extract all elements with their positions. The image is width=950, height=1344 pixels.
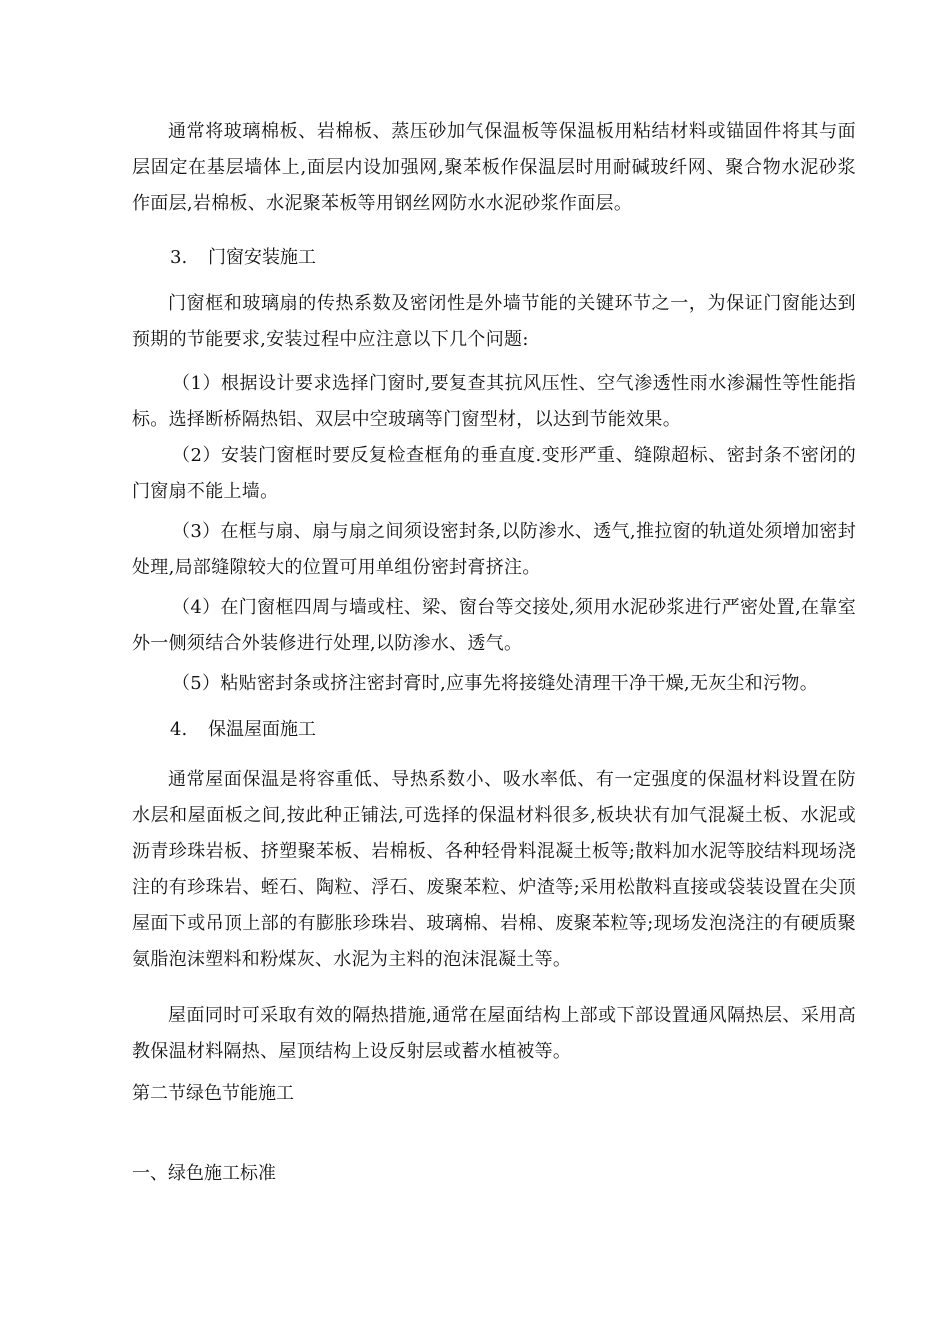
list-item-5: （5）粘贴密封条或挤注密封膏时,应事先将接缝处清理干净干燥,无灰尘和污物。	[172, 673, 818, 694]
heading-title: 门窗安装施工	[208, 247, 316, 268]
heading-number: 3.	[170, 247, 188, 268]
subsection-title: 一、绿色施工标准	[132, 1163, 276, 1184]
paragraph-roof-heat-protection: 屋面同时可采取有效的隔热措施,通常在屋面结构上部或下部设置通风隔热层、采用高教保温材料隔热、屋顶结构上设反射层或蓄水植被等。	[132, 1005, 856, 1062]
heading-roof-insulation	[170, 712, 316, 748]
list-item-3: （3）在框与扇、扇与扇之间须设密封条,以防渗水、透气,推拉窗的轨道处须增加密封处理,局部缝隙较大的位置可用单组份密封膏挤注。	[132, 521, 856, 578]
list-item-2: （2）安装门窗框时要反复检查框角的垂直度.变形严重、缝隙超标、密封条不密闭的门窗扇不能上墙。	[132, 445, 856, 502]
paragraph-wall-insulation: 通常将玻璃棉板、岩棉板、蒸压砂加气保温板等保温板用粘结材料或锚固件将其与面层固定在基层墙体上,面层内设加强网,聚苯板作保温层时用耐碱玻纤网、聚合物水泥砂浆作面层,岩棉板、水泥聚苯板等用钢丝网防水水泥砂浆作面层。	[132, 121, 856, 214]
heading-title: 保温屋面施工	[208, 719, 316, 740]
section-title: 第二节绿色节能施工	[132, 1083, 294, 1104]
paragraph-roof-insulation: 通常屋面保温是将容重低、导热系数小、吸水率低、有一定强度的保温材料设置在防水层和屋面板之间,按此种正铺法,可选择的保温材料很多,板块状有加气混凝土板、水泥或沥青珍珠岩板、挤塑聚苯板、岩棉板、各种轻骨料混凝土板等;散料加水泥等胶结料现场浇注的有珍珠岩、蛭石、陶粒、浮石、废聚苯粒、炉渣等;采用松散料直接或袋装设置在尖顶屋面下或吊顶上部的有膨胀珍珠岩、玻璃棉、岩棉、废聚苯粒等;现场发泡浇注的有硬质聚氨脂泡沫塑料和粉煤灰、水泥为主料的泡沫混凝土等。	[132, 769, 856, 970]
heading-number: 4.	[170, 719, 188, 740]
list-item-4: （4）在门窗框四周与墙或柱、梁、窗台等交接处,须用水泥砂浆进行严密处置,在靠室外一侧须结合外装修进行处理,以防渗水、透气。	[132, 597, 856, 654]
paragraph-door-window-intro: 门窗框和玻璃扇的传热系数及密闭性是外墙节能的关键环节之一，为保证门窗能达到预期的节能要求,安装过程中应注意以下几个问题:	[132, 293, 856, 350]
heading-door-window-installation	[170, 240, 316, 276]
list-item-1: （1）根据设计要求选择门窗时,要复查其抗风压性、空气渗透性雨水渗漏性等性能指标。选择断桥隔热铝、双层中空玻璃等门窗型材，以达到节能效果。	[132, 373, 856, 430]
